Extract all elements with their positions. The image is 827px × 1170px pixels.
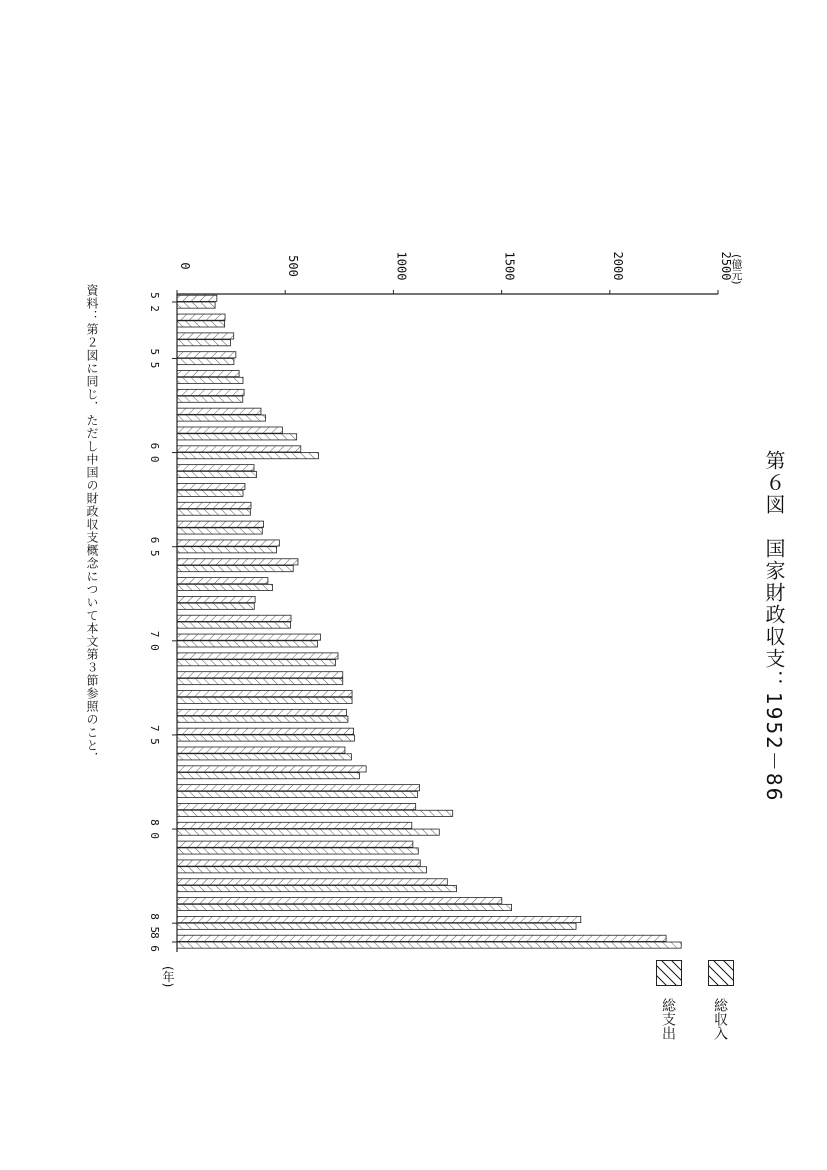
bar-revenue (177, 502, 251, 508)
year-tick-label: 7 5 (148, 725, 161, 745)
value-tick-label: 1500 (502, 251, 517, 281)
year-tick-label: 6 0 (148, 442, 161, 463)
bar-revenue (177, 916, 581, 922)
bar-revenue (177, 879, 447, 885)
year-tick-label: 7 0 (148, 630, 161, 651)
bar-revenue (177, 785, 420, 791)
bar-expenditure (177, 904, 512, 910)
bars (177, 295, 681, 948)
unit-label: (億元) (730, 254, 743, 285)
value-tick-label: 2500 (719, 251, 733, 281)
bar-expenditure (177, 829, 439, 835)
year-tick-label: 8 6 (148, 932, 161, 952)
bar-expenditure (177, 509, 250, 515)
bar-expenditure (177, 453, 319, 459)
bar-revenue (177, 935, 666, 941)
legend-label-expenditure: 総支出 (660, 998, 676, 1040)
bar-expenditure (177, 321, 225, 327)
year-tick-label: 5 2 (148, 292, 161, 312)
bar-expenditure (177, 566, 293, 572)
bar-expenditure (177, 547, 277, 553)
bar-expenditure (177, 641, 317, 647)
chart-title: 第６図 国家財政収支：1952－86 (762, 450, 786, 803)
bar-revenue (177, 691, 352, 697)
year-axis-label: (年) (161, 966, 175, 988)
bar-revenue (177, 709, 346, 715)
bar-revenue (177, 672, 343, 678)
bar-expenditure (177, 810, 453, 816)
bar-expenditure (177, 942, 681, 948)
value-tick-label: 2000 (610, 251, 625, 281)
bar-revenue (177, 596, 255, 602)
bar-revenue (177, 728, 354, 734)
bar-expenditure (177, 678, 343, 684)
year-tick-label: 8 5 (148, 913, 161, 934)
year-tick-label: 8 0 (148, 819, 161, 839)
bar-revenue (177, 653, 338, 659)
bar-revenue (177, 408, 261, 414)
bar-revenue (177, 521, 264, 527)
bar-expenditure (177, 396, 243, 402)
bar-revenue (177, 766, 366, 772)
bar-expenditure (177, 434, 297, 440)
bar-expenditure (177, 697, 352, 703)
bar-revenue (177, 822, 412, 828)
bar-revenue (177, 295, 217, 301)
bar-expenditure (177, 584, 272, 590)
bar-expenditure (177, 716, 348, 722)
bar-revenue (177, 427, 282, 433)
bar-revenue (177, 483, 245, 489)
bar-expenditure (177, 867, 427, 873)
bar-expenditure (177, 471, 256, 477)
value-tick-label: 500 (286, 255, 301, 277)
value-tick-label: 0 (178, 262, 192, 270)
year-tick-label: 5 5 (148, 348, 161, 369)
bar-revenue (177, 333, 234, 339)
bar-expenditure (177, 735, 354, 741)
bar-revenue (177, 389, 244, 395)
bar-revenue (177, 540, 279, 546)
bar-revenue (177, 465, 254, 471)
bar-expenditure (177, 490, 243, 496)
bar-expenditure (177, 302, 215, 308)
bar-expenditure (177, 528, 262, 534)
value-tick-label: 1000 (394, 251, 409, 281)
bar-revenue (177, 747, 345, 753)
bar-expenditure (177, 791, 417, 797)
bar-revenue (177, 314, 225, 320)
bar-revenue (177, 898, 502, 904)
bar-expenditure (177, 754, 351, 760)
bar-revenue (177, 634, 320, 640)
bar-expenditure (177, 622, 291, 628)
bar-expenditure (177, 886, 457, 892)
bar-revenue (177, 352, 236, 358)
bar-expenditure (177, 340, 230, 346)
bar-expenditure (177, 415, 266, 421)
bar-expenditure (177, 923, 576, 929)
bar-revenue (177, 371, 239, 377)
bar-expenditure (177, 660, 335, 666)
bar-revenue (177, 446, 301, 452)
bar-expenditure (177, 603, 254, 609)
bar-revenue (177, 860, 420, 866)
bar-expenditure (177, 377, 243, 383)
bar-expenditure (177, 773, 359, 779)
bar-revenue (177, 615, 291, 621)
legend-label-revenue: 総収入 (712, 998, 728, 1040)
bar-expenditure (177, 848, 418, 854)
year-tick-label: 6 5 (148, 536, 161, 557)
bar-revenue (177, 803, 416, 809)
bar-expenditure (177, 358, 234, 364)
bar-revenue (177, 559, 298, 565)
bar-revenue (177, 578, 268, 584)
chart-source-note: 資料：第２図に同じ．ただし中国の財政収支概念について本文第３節参照のこと． (85, 284, 99, 765)
bar-revenue (177, 841, 413, 847)
